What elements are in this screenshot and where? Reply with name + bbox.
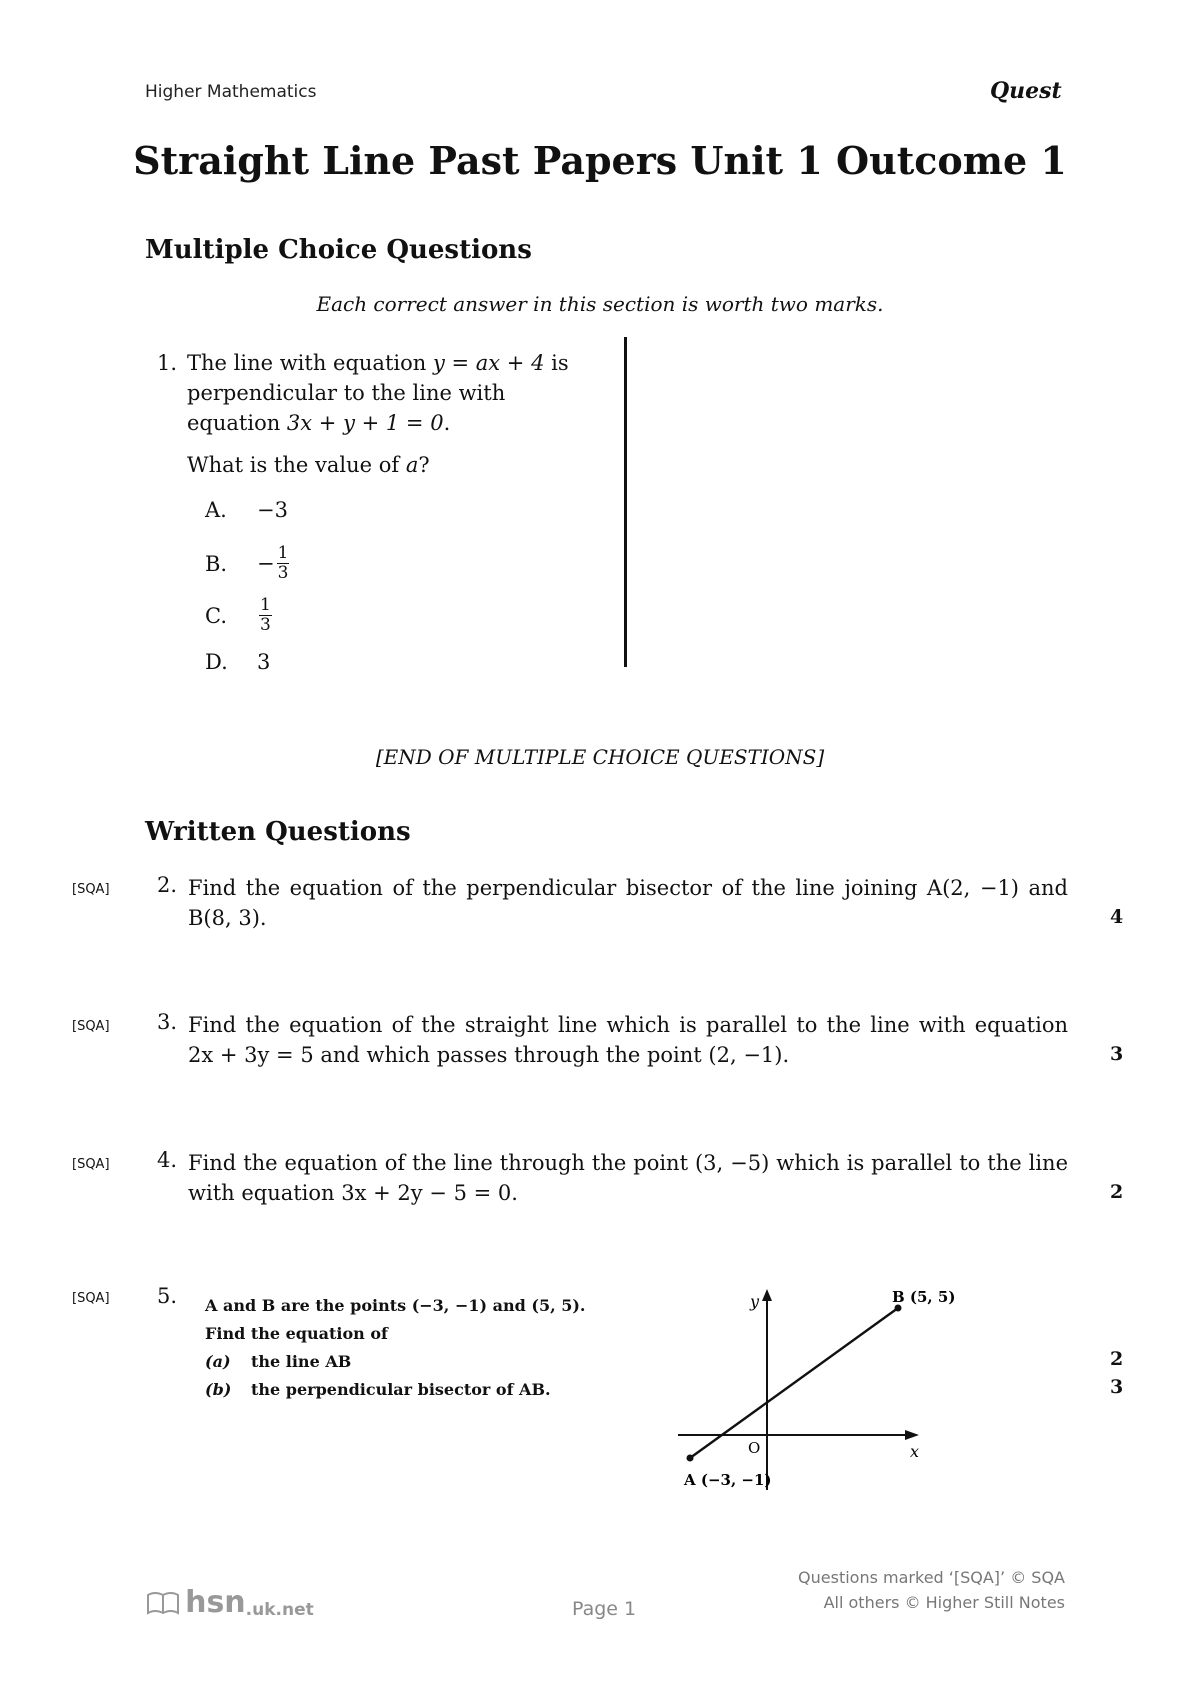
question-number: 3. bbox=[157, 1010, 178, 1034]
option-d: D. 3 bbox=[205, 650, 271, 674]
mc-instruction: Each correct answer in this section is worth two marks. bbox=[316, 292, 884, 316]
sqa-tag: [SQA] bbox=[72, 1157, 110, 1172]
option-d-value: 3 bbox=[257, 650, 271, 674]
point-b-label: B (5, 5) bbox=[892, 1288, 956, 1306]
question-3-text: Find the equation of the straight line which is parallel to the line with equation 2x + 3y = 5 and which passes through the point (2, −1). bbox=[188, 1013, 1068, 1067]
mc-end-text: [END OF MULTIPLE CHOICE QUESTIONS] bbox=[375, 745, 825, 769]
question-4-marks: 2 bbox=[1110, 1181, 1124, 1203]
question-2-marks: 4 bbox=[1110, 906, 1124, 928]
q5-part-a: (a) the line AB bbox=[205, 1352, 352, 1371]
option-a: A. −3 bbox=[205, 498, 288, 522]
sqa-tag: [SQA] bbox=[72, 1291, 110, 1306]
option-b: B. − $\frac{1}{3}$ bbox=[205, 543, 289, 583]
mc-question-1 bbox=[157, 348, 597, 480]
option-c: C. $\frac{1}{3}$ bbox=[205, 595, 271, 635]
q1-equation-2: 3x + y + 1 = 0 bbox=[286, 411, 444, 435]
q1-line-3: equation 3x + y + 1 = 0. bbox=[187, 411, 451, 435]
point-a bbox=[687, 1455, 694, 1462]
q1-line-2: perpendicular to the line with bbox=[187, 381, 506, 405]
written-heading: Written Questions bbox=[145, 817, 411, 847]
page-title: Straight Line Past Papers Unit 1 Outcome 1 bbox=[133, 138, 1067, 183]
x-axis-arrow bbox=[905, 1430, 919, 1440]
answer-divider bbox=[624, 337, 627, 667]
q5-intro: A and B are the points (−3, −1) and (5, 5). bbox=[205, 1296, 586, 1315]
q5-part-b: (b) the perpendicular bisector of AB. bbox=[205, 1380, 551, 1399]
question-number: 1. bbox=[157, 351, 178, 375]
hsn-logo-text: hsn bbox=[185, 1585, 246, 1620]
question-2-text: Find the equation of the perpendicular bisector of the line joining A(2, −1) and B(8, 3). bbox=[188, 876, 1068, 930]
header-subject: Higher Mathematics bbox=[145, 82, 317, 102]
mc-heading: Multiple Choice Questions bbox=[145, 235, 532, 265]
y-axis-arrow bbox=[762, 1289, 772, 1301]
book-icon bbox=[146, 1589, 180, 1617]
credit-hsn: All others © Higher Still Notes bbox=[823, 1593, 1065, 1612]
hsn-logo bbox=[146, 1585, 314, 1620]
q1-prompt: What is the value of a? bbox=[187, 453, 430, 477]
question-number: 2. bbox=[157, 873, 178, 897]
quest-logo: Quest bbox=[990, 78, 1062, 104]
q1-equation-1: y = ax + 4 bbox=[432, 351, 545, 375]
origin-label: O bbox=[748, 1439, 761, 1457]
q1-line-1: The line with equation y = ax + 4 is bbox=[187, 351, 569, 375]
x-axis-label: x bbox=[910, 1442, 920, 1461]
option-c-fraction: $\frac{1}{3}$ bbox=[260, 595, 271, 635]
question-4-text: Find the equation of the line through the point (3, −5) which is parallel to the line with equation 3x + 2y − 5 = 0. bbox=[188, 1151, 1068, 1205]
question-3-marks: 3 bbox=[1110, 1043, 1124, 1065]
y-axis-label: y bbox=[750, 1292, 760, 1311]
question-number: 5. bbox=[157, 1284, 178, 1308]
credit-sqa: Questions marked ‘[SQA]’ © SQA bbox=[798, 1568, 1065, 1587]
sqa-tag: [SQA] bbox=[72, 1019, 110, 1034]
question-number: 4. bbox=[157, 1148, 178, 1172]
line-ab-diagram bbox=[660, 1285, 980, 1500]
sqa-tag: [SQA] bbox=[72, 882, 110, 897]
option-a-value: −3 bbox=[257, 498, 288, 522]
footer-credits bbox=[798, 1565, 1065, 1615]
hsn-logo-suffix: .uk.net bbox=[245, 1600, 314, 1620]
q5-find: Find the equation of bbox=[205, 1324, 388, 1343]
page-number: Page 1 bbox=[572, 1598, 637, 1620]
question-5-text bbox=[205, 1292, 605, 1404]
option-b-fraction: $\frac{1}{3}$ bbox=[277, 543, 289, 583]
q5-part-a-marks: 2 bbox=[1110, 1348, 1124, 1370]
q5-part-b-marks: 3 bbox=[1110, 1376, 1124, 1398]
point-a-label: A (−3, −1) bbox=[684, 1471, 772, 1489]
